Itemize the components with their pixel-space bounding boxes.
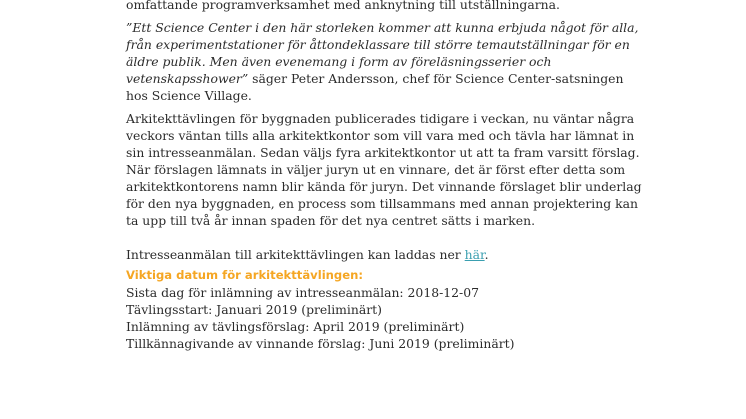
download-link[interactable]: här bbox=[464, 247, 485, 262]
article-content bbox=[126, 0, 646, 352]
download-text: Intresseanmälan till arkitekttävlingen kan laddas ner bbox=[126, 247, 465, 262]
quote-text: ”Ett Science Center i den här storleken kommer att kunna erbjuda något för alla, från experimentstationer för åttondeklassare till större temautställningar för en äldre publik. Men även evenemang i form av föreläsningsserier och vetenskapsshower” bbox=[126, 20, 639, 86]
date-item-announcement: Tillkännagivande av vinnande förslag: Juni 2019 (preliminärt) bbox=[126, 336, 515, 351]
paragraph-intro-end: omfattande programverksamhet med anknytning till utställningarna. bbox=[126, 0, 560, 12]
quote-paragraph bbox=[126, 19, 646, 104]
dates-list bbox=[126, 284, 646, 352]
date-item-start: Tävlingsstart: Januari 2019 (preliminärt) bbox=[126, 302, 382, 317]
download-paragraph bbox=[126, 246, 646, 263]
quote-attribution: säger Peter Andersson, chef för Science Center-satsningen hos Science Village. bbox=[126, 71, 624, 103]
download-suffix: . bbox=[484, 247, 489, 262]
date-item-registration: Sista dag för inlämning av intresseanmälan: 2018-12-07 bbox=[126, 285, 479, 300]
date-item-submission: Inlämning av tävlingsförslag: April 2019 (preliminärt) bbox=[126, 319, 465, 334]
dates-heading: Viktiga datum för arkitekttävlingen: bbox=[126, 268, 363, 282]
paragraph-competition: Arkitekttävlingen för byggnaden publicerades tidigare i veckan, nu väntar några veckors väntan tills alla arkitektkontor som vill vara med och tävla har lämnat in sin intresseanmälan. Sedan väljs fyra arkitektkontor ut att ta fram varsitt förslag. När förslagen lämnats in väljer juryn ut en vinnare, det är först efter detta som arkitektkontorens namn blir kända för juryn. Det vinnande förslaget blir underlag för den nya byggnaden, en process som tillsammans med annan projektering kan ta upp till två år innan spaden för det nya centret sätts i marken. bbox=[126, 111, 642, 228]
